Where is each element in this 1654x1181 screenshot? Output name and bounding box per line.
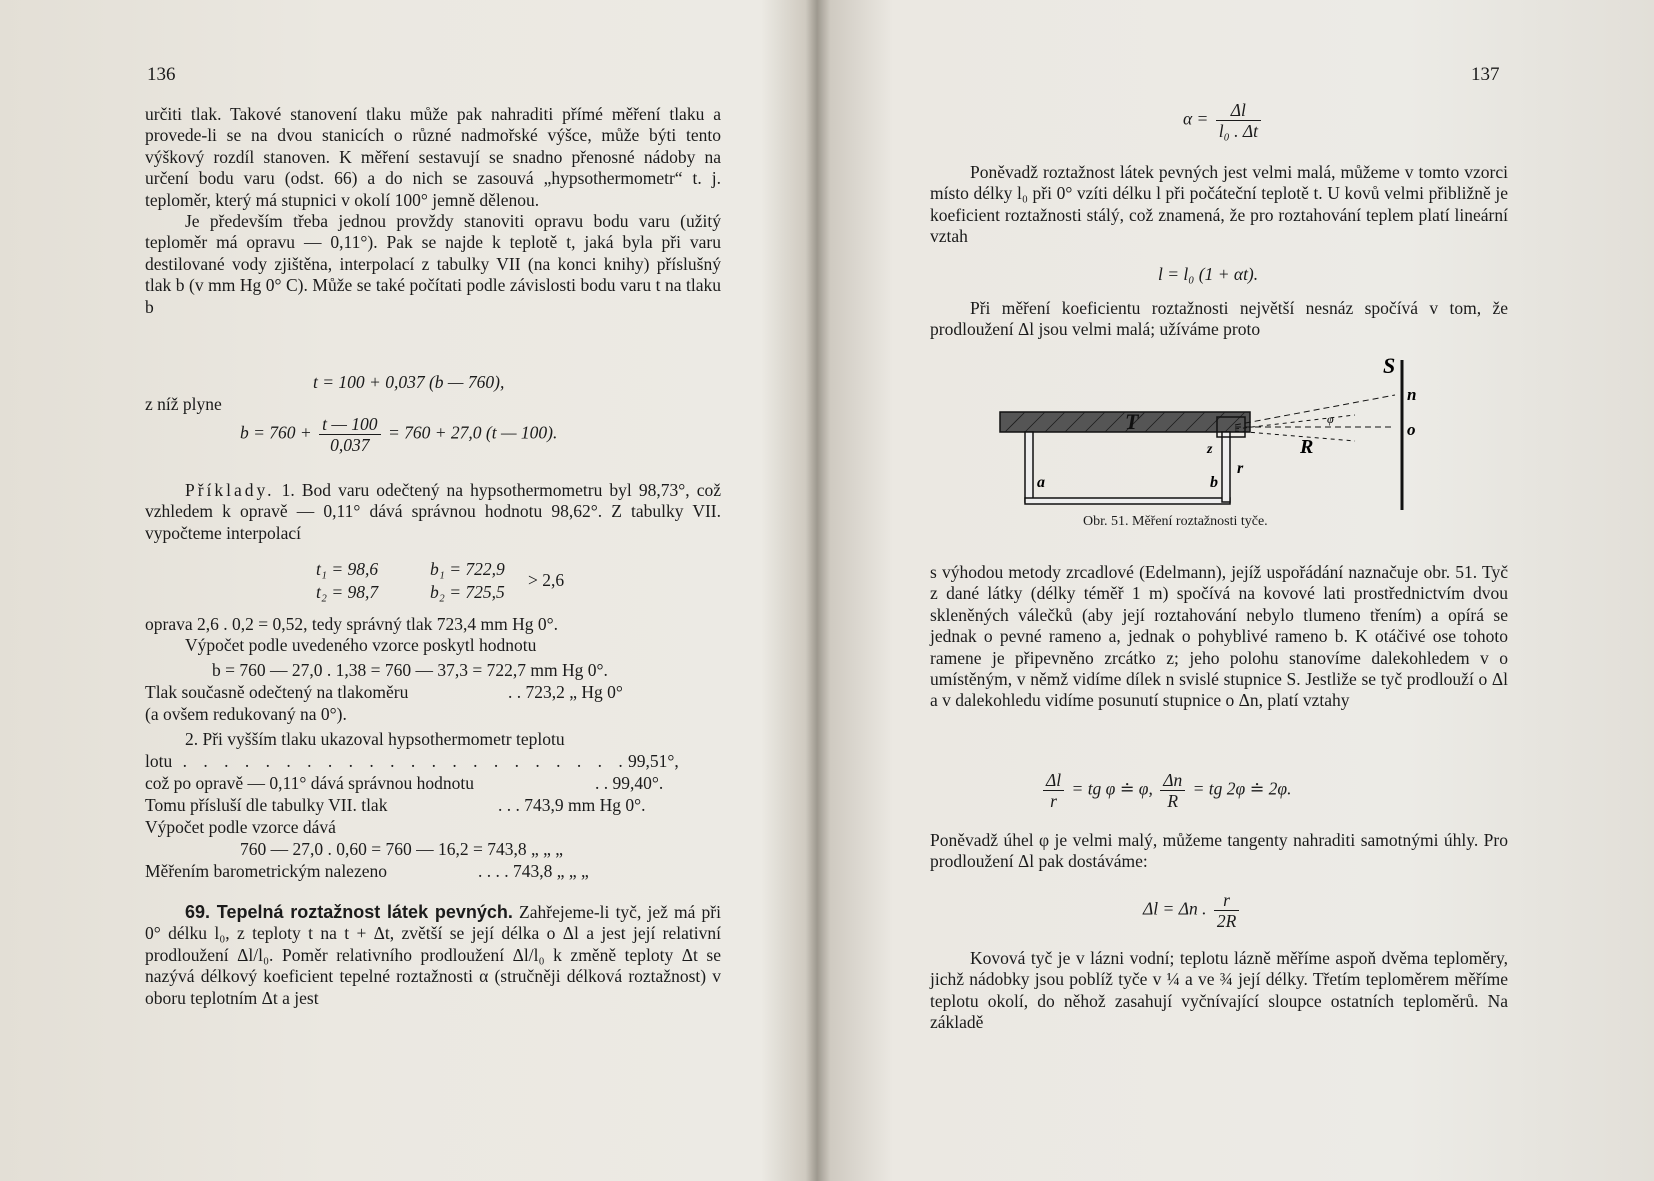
section-text: Zahřejeme-li tyč, jež má při 0° délku l₀, z teploty t na t + Δt, zvětší se její délka o Δl a jest její relativní prodloužení Δl/l₀. Poměr relativního prodloužení Δl/l₀ k změně teploty Δt se nazývá délkový koeficient tepelné roztažnosti α (stručněji délková roztažnost) v oboru teplotním Δt a jest [145, 902, 721, 1008]
correction-block [145, 614, 721, 657]
right-para3-text: s výhodou metody zrcadlové (Edelmann), jejíž uspořádání naznačuje obr. 51. Tyč z dané látky (délky téměř 1 m) spočívá na kovové lati prostřednictvím dvou skleněných válečků (aby její roztahování nebylo tlumeno třením) a opírá se jednak o pevné rameno a, jednak o pohyblivé rameno b. K otáčivé ose tohoto ramene je připevněno zrcátko z; jeho polohu stanovíme dalekohledem v o umístěným, v němž vidíme dílek n svislé stupnice S. Jestliže se tyč prodlouží o Δl a v dalekohledu vidíme posunutí stupnice o Δn, platí vztahy [930, 562, 1508, 711]
interp-t1: t₁ = 98,6 [316, 559, 379, 579]
example-2-measured: Měřením barometrickým nalezeno [145, 861, 387, 881]
example-2-corr: což po opravě — 0,11° dává správnou hodnotu [145, 773, 475, 793]
right-para5-text: Kovová tyč je v lázni vodní; teplotu lázně měříme aspoň dvěma teploměry, jichž nádobky jsou poblíž tyče v ¼ a ve ¾ její délky. Třetím teploměrem měříme teplotu okolí, do něhož zasahují vyčnívající sloupce ostatních teploměrů. Na základě [930, 948, 1508, 1033]
dl-den: 2R [1216, 911, 1237, 931]
equation-boiling: t = 100 + 0,037 (b — 760), [313, 372, 505, 392]
tg1-num: Δl [1043, 770, 1064, 791]
eq2-num: t — 100 [319, 414, 380, 435]
example-2-corr-val: . . 99,40°. [595, 773, 664, 793]
example-2-start: 2. Při vyšším tlaku ukazoval hypsothermometr teplotu [185, 729, 565, 749]
tg1-fraction [1043, 770, 1064, 811]
example-2-measured-val: . . . . 743,8 „ „ „ [478, 861, 589, 881]
right-para4-text: Poněvadž úhel φ je velmi malý, můžeme tangenty nahraditi samotnými úhly. Pro prodloužení Δl pak dostáváme: [930, 830, 1508, 872]
examples-title: Příklady. [185, 480, 275, 500]
label-a: a [1037, 474, 1045, 491]
equation-tangent [1040, 770, 1291, 811]
left-paragraph-1 [145, 104, 721, 318]
label-R: R [1300, 436, 1314, 458]
eq2-right: = 760 + 27,0 (t — 100). [387, 422, 558, 443]
label-S: S [1383, 355, 1396, 378]
figure-caption: Obr. 51. Měření roztažnosti tyče. [1083, 514, 1268, 529]
page-number-right: 137 [1471, 64, 1500, 85]
label-z: z [1207, 442, 1213, 457]
alpha-num: Δl [1216, 100, 1261, 121]
eq2-den: 0,037 [330, 435, 370, 455]
interp-t2: t₂ = 98,7 [316, 582, 379, 602]
example-2-table-val: . . . 743,9 mm Hg 0°. [498, 795, 646, 815]
arm-b [1222, 432, 1230, 502]
eq2-fraction [319, 414, 380, 455]
alpha-fraction [1216, 100, 1261, 141]
right-para1-text: Poněvadž roztažnost látek pevných jest velmi malá, můžeme v tomto vzorci místo délky l₀ při 0° vzíti délku l při počáteční teplotě t. U kovů velmi přibližně je koeficient roztažnosti stálý, což znamená, že pro roztahování teplem platí lineární vztah [930, 162, 1508, 247]
example-2-table: Tomu přísluší dle tabulky VII. tlak [145, 795, 388, 815]
label-n: n [1407, 385, 1417, 404]
tg2-den: R [1167, 791, 1179, 811]
right-paragraph-4 [930, 830, 1508, 873]
right-paragraph-5 [930, 948, 1508, 1034]
left-para1-text: určiti tlak. Takové stanovení tlaku může pak nahraditi přímé měření tlaku a provede-li se na dvou stanicích o různé nadmořské výšce, může býti tento výškový rozdíl stanoven. K měření sestavují se snadno přenosné nádoby na určení bodu varu (odst. 66) a do nich se zasouvá „hypsothermometr“ t. j. teploměr, který má stupnici v okolí 100° jemně dělenou. [145, 104, 721, 210]
label-phi: φ [1327, 412, 1334, 426]
z-niz-plyne: z níž plyne [145, 394, 222, 414]
alpha-den: l₀ . Δt [1218, 121, 1258, 141]
dl-left: Δl = Δn . [1143, 898, 1207, 919]
eq2-left: b = 760 + [240, 422, 312, 443]
correction-text: oprava 2,6 . 0,2 = 0,52, tedy správný tlak 723,4 mm Hg 0°. [145, 614, 558, 634]
right-paragraph-3 [930, 562, 1508, 712]
reduced-note: (a ovšem redukovaný na 0°). [145, 704, 347, 724]
equation-b [240, 414, 557, 455]
barometer-value: . . 723,2 „ Hg 0° [508, 682, 623, 702]
examples-block [145, 480, 721, 544]
right-paragraph-1 [930, 162, 1508, 248]
left-para2-text: Je především třeba jednou provždy stanoviti opravu bodu varu (užitý teploměr má opravu — 0,11°). Pak se najde k teplotě t, jaká byla při varu destilované vody zjištěna, interpolací z tabulky VII (na konci knihy) příslušný tlak b (v mm Hg 0° C). Může se také počítati podle závislosti bodu varu t na tlaku b [145, 211, 721, 317]
barometer-line: Tlak současně odečtený na tlakoměru [145, 682, 409, 702]
example-2-line: lotu . . . . . . . . . . . . . . . . . . . . . . [145, 751, 629, 771]
tg2-rest: = tg 2φ ≐ 2φ. [1192, 778, 1292, 799]
tg1-rest: = tg φ ≐ φ, [1071, 778, 1153, 799]
section-title: 69. Tepelná roztažnost látek pevných. [185, 902, 513, 922]
arm-a [1025, 432, 1033, 502]
example-2-value: 99,51°, [628, 751, 679, 771]
equation-alpha [1183, 100, 1264, 141]
dl-num: r [1214, 890, 1239, 911]
label-b: b [1210, 474, 1218, 491]
dl-fraction [1214, 890, 1239, 931]
base-bar [1025, 498, 1230, 504]
calc-intro: Výpočet podle uvedeného vzorce poskytl hodnotu [185, 635, 537, 656]
interp-diff: > 2,6 [528, 570, 565, 590]
example-2-calc: Výpočet podle vzorce dává [145, 817, 336, 837]
calc-equation: b = 760 — 27,0 . 1,38 = 760 — 37,3 = 722,7 mm Hg 0°. [212, 660, 608, 680]
tg2-num: Δn [1160, 770, 1185, 791]
alpha-left: α = [1183, 108, 1209, 129]
left-page [0, 0, 820, 1181]
example-1-text: 1. Bod varu odečtený na hypsothermometru byl 98,73°, což vzhledem k opravě — 0,11° dává správnou hodnotu 98,62°. Z tabulky VII. vypočteme interpolací [145, 480, 722, 543]
interp-b2: b₂ = 725,5 [430, 582, 505, 602]
page-number-left: 136 [147, 64, 176, 85]
interp-b1: b₁ = 722,9 [430, 559, 505, 579]
ex2-lotu: lotu [145, 751, 173, 771]
right-para2-text: Při měření koeficientu roztažnosti největší nesnáz spočívá v tom, že prodloužení Δl jsou velmi malá; užíváme proto [930, 298, 1508, 340]
right-page [825, 0, 1654, 1181]
equation-dl [1143, 890, 1242, 931]
equation-linear: l = l₀ (1 + αt). [1158, 264, 1259, 284]
tg2-fraction [1160, 770, 1185, 811]
figure-51 [995, 355, 1465, 515]
label-r: r [1237, 460, 1244, 477]
example-2-equation: 760 — 27,0 . 0,60 = 760 — 16,2 = 743,8 „ „ „ [240, 839, 564, 859]
section-69 [145, 902, 721, 1009]
right-paragraph-2 [930, 298, 1508, 341]
label-T: T [1125, 409, 1139, 434]
label-o: o [1407, 420, 1416, 439]
tg1-den: r [1050, 791, 1057, 811]
